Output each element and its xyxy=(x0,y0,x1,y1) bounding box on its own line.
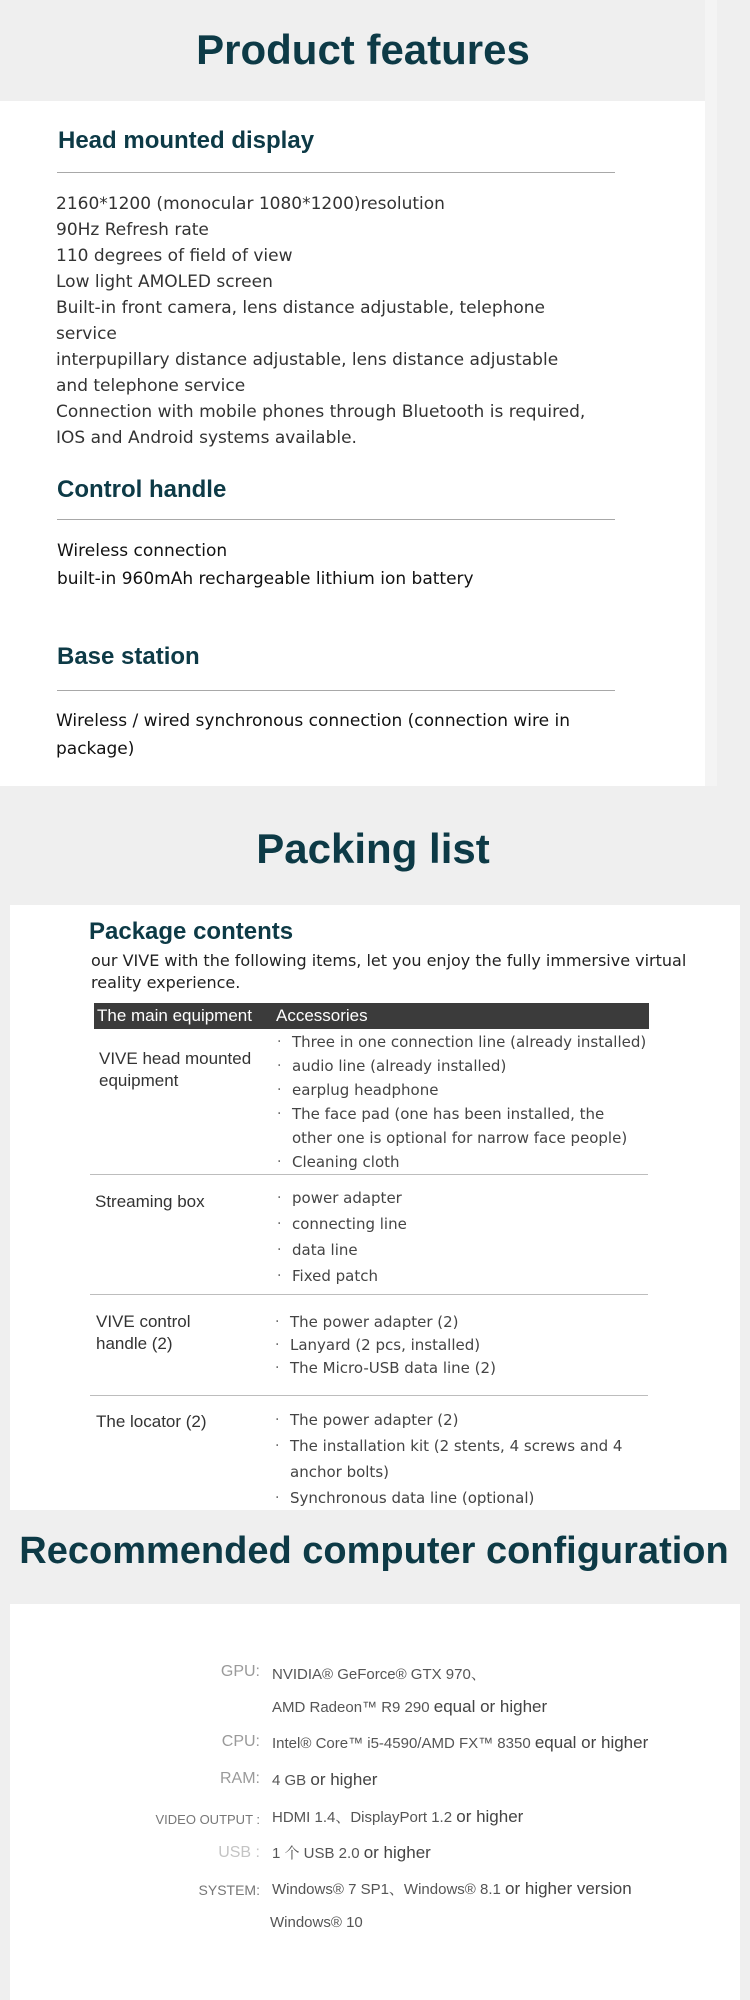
spec-label-system: SYSTEM: xyxy=(198,1882,260,1898)
main-equipment-cell xyxy=(95,1191,265,1213)
divider xyxy=(57,172,615,173)
main-line: handle (2) xyxy=(96,1334,173,1353)
head-mounted-specs xyxy=(56,191,656,451)
spec-value: Windows® 7 SP1、Windows® 8.1 xyxy=(272,1881,506,1898)
accessory-item: · Fixed patch xyxy=(277,1263,647,1289)
accessory-item: · Lanyard (2 pcs, installed) xyxy=(275,1334,645,1357)
accessory-item: · audio line (already installed) xyxy=(277,1054,647,1078)
accessory-item: · Three in one connection line (already installed) xyxy=(277,1030,647,1054)
accessories-list xyxy=(277,1185,647,1289)
accessory-item: · earplug headphone xyxy=(277,1078,647,1102)
divider xyxy=(57,519,615,520)
intro-line: reality experience. xyxy=(91,973,241,992)
spec-line: Wireless / wired synchronous connection (connection wire in xyxy=(56,711,570,731)
main-line: VIVE head mounted xyxy=(99,1049,252,1068)
main-line: Streaming box xyxy=(95,1192,205,1211)
header-main-equipment: The main equipment xyxy=(97,1006,252,1025)
spec-line: 2160*1200 (monocular 1080*1200)resolution xyxy=(56,194,445,214)
row-divider xyxy=(90,1395,648,1396)
spec-line: package) xyxy=(56,739,135,759)
accessory-item: · power adapter xyxy=(277,1185,647,1211)
spec-line: Wireless connection xyxy=(57,541,228,561)
accessory-item: · The installation kit (2 stents, 4 screws and 4 anchor bolts) xyxy=(275,1433,655,1485)
spec-value: NVIDIA® GeForce® GTX 970、 xyxy=(272,1666,486,1683)
spec-label-ram: RAM: xyxy=(220,1770,260,1787)
spec-suffix: or higher version xyxy=(505,1879,632,1898)
intro-line: our VIVE with the following items, let you enjoy the fully immersive virtual xyxy=(91,951,687,970)
spec-value-system xyxy=(272,1878,632,1899)
product-features-title: Product features xyxy=(196,26,530,73)
main-line: The locator (2) xyxy=(96,1412,207,1431)
features-panel-edge xyxy=(705,0,717,786)
spec-suffix: or higher xyxy=(310,1770,378,1789)
spec-line: built-in 960mAh rechargeable lithium ion battery xyxy=(57,569,474,589)
row-divider xyxy=(90,1294,648,1295)
packing-list-title: Packing list xyxy=(256,825,490,872)
spec-line: and telephone service xyxy=(56,376,246,396)
spec-value: HDMI 1.4、DisplayPort 1.2 xyxy=(272,1809,457,1826)
spec-value-system-alt xyxy=(270,1914,363,1931)
main-line: equipment xyxy=(99,1071,179,1090)
main-equipment-cell xyxy=(99,1048,269,1092)
spec-value-gpu xyxy=(272,1663,486,1684)
spec-line: 110 degrees of field of view xyxy=(56,246,293,266)
spec-line: Connection with mobile phones through Bluetooth is required, xyxy=(56,402,586,422)
accessories-list xyxy=(277,1030,647,1174)
spec-line: Built-in front camera, lens distance adjustable, telephone xyxy=(56,298,546,318)
spec-value: AMD Radeon™ R9 290 xyxy=(272,1699,434,1716)
accessory-item: · connecting line xyxy=(277,1211,647,1237)
header-accessories: Accessories xyxy=(276,1006,368,1025)
spec-value: Intel® Core™ i5-4590/AMD FX™ 8350 xyxy=(272,1735,535,1752)
package-intro xyxy=(91,950,741,994)
spec-suffix: equal or higher xyxy=(433,1697,548,1716)
head-mounted-display-title: Head mounted display xyxy=(58,127,315,154)
accessory-item: · data line xyxy=(277,1237,647,1263)
spec-value: 4 GB xyxy=(272,1772,311,1789)
main-equipment-cell xyxy=(96,1411,266,1433)
accessory-item: · The power adapter (2) xyxy=(275,1311,645,1334)
spec-label-usb: USB : xyxy=(218,1844,260,1861)
spec-line: Low light AMOLED screen xyxy=(56,272,273,292)
row-divider xyxy=(90,1174,648,1175)
spec-value: 1 个 USB 2.0 xyxy=(272,1845,364,1862)
packing-table-header xyxy=(94,1003,649,1029)
main-equipment-cell xyxy=(96,1311,266,1355)
spec-value-ram xyxy=(272,1770,377,1790)
control-handle-title: Control handle xyxy=(57,476,227,503)
control-handle-specs xyxy=(57,537,657,593)
base-station-specs xyxy=(56,707,656,763)
spec-line: IOS and Android systems available. xyxy=(56,428,357,448)
divider xyxy=(57,690,615,691)
spec-line: 90Hz Refresh rate xyxy=(56,220,209,240)
spec-label-video-output: VIDEO OUTPUT : xyxy=(155,1812,260,1827)
spec-suffix: or higher xyxy=(456,1807,524,1826)
accessory-item: · The Micro-USB data line (2) xyxy=(275,1357,645,1380)
accessory-item: · The power adapter (2) xyxy=(275,1407,655,1433)
main-line: VIVE control xyxy=(96,1312,191,1331)
accessories-list xyxy=(275,1311,645,1380)
spec-value-cpu xyxy=(272,1733,648,1753)
accessories-list xyxy=(275,1407,655,1511)
spec-line: service xyxy=(56,324,117,344)
spec-value-video-output xyxy=(272,1806,523,1827)
spec-suffix: or higher xyxy=(363,1843,431,1862)
spec-line: interpupillary distance adjustable, lens distance adjustable xyxy=(56,350,559,370)
spec-label-cpu: CPU: xyxy=(221,1733,260,1750)
spec-value-usb xyxy=(272,1842,431,1863)
accessory-item: · Synchronous data line (optional) xyxy=(275,1485,655,1511)
spec-suffix: equal or higher xyxy=(534,1733,649,1752)
accessory-item: · Cleaning cloth xyxy=(277,1150,647,1174)
accessory-item: · The face pad (one has been installed, the other one is optional for narrow face people) xyxy=(277,1102,647,1150)
spec-label-gpu: GPU: xyxy=(220,1663,260,1680)
base-station-title: Base station xyxy=(57,643,200,670)
computer-config-title: Recommended computer configuration xyxy=(19,1530,729,1572)
package-contents-title: Package contents xyxy=(89,918,294,945)
spec-value-gpu-alt xyxy=(272,1697,547,1717)
spec-value: Windows® 10 xyxy=(270,1914,363,1931)
